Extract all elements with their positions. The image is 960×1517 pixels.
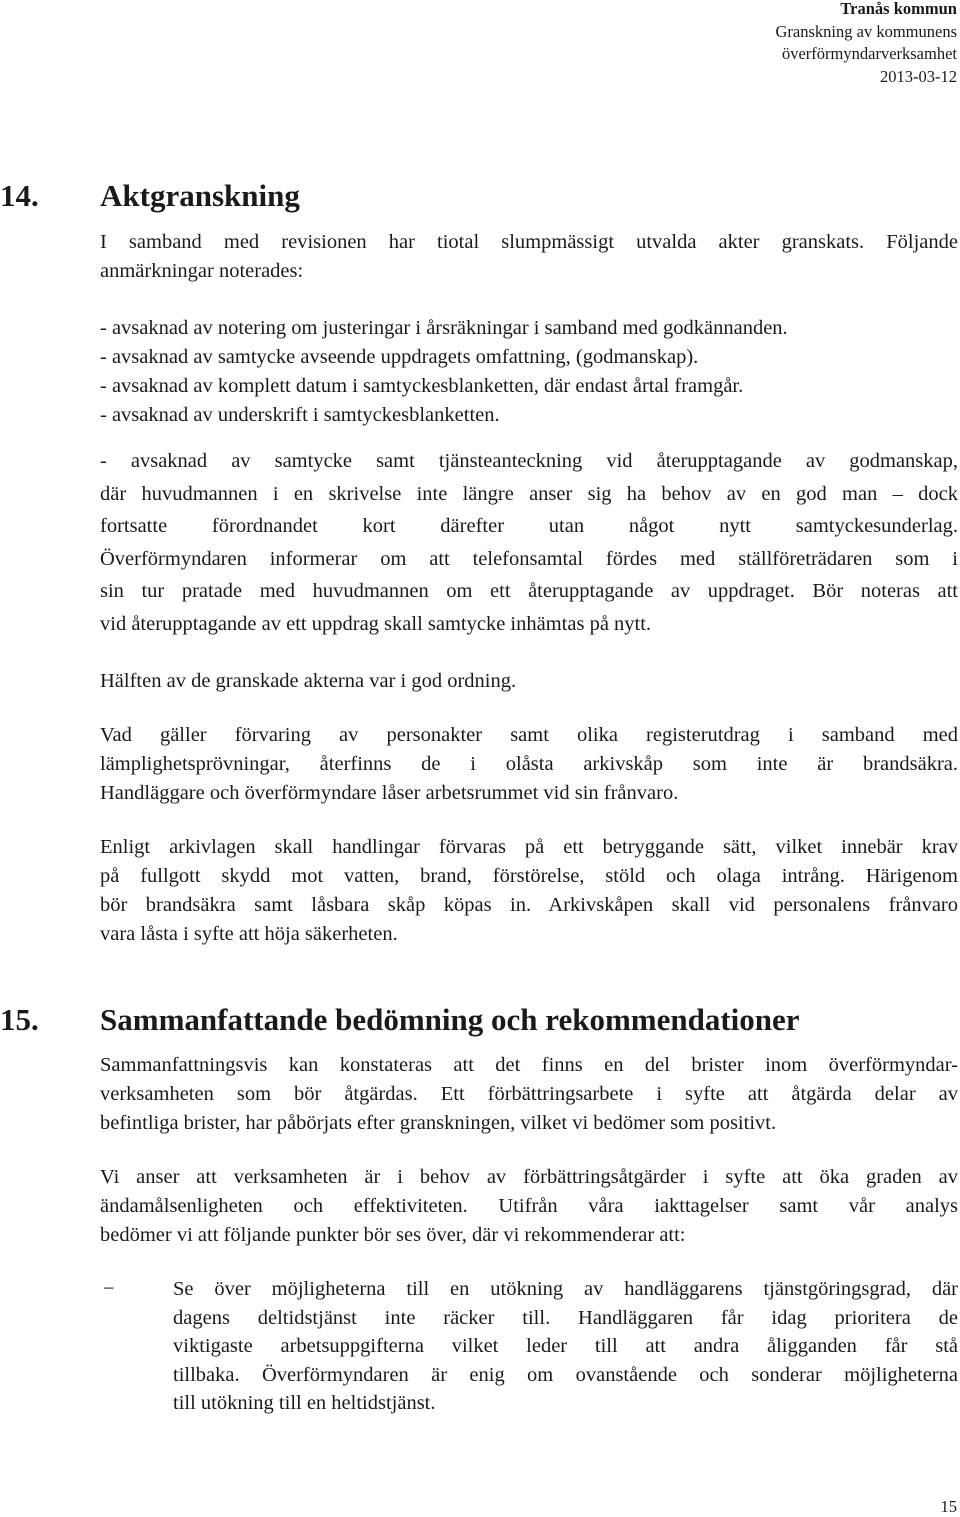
finding-line: där huvudmannen i en skrivelse inte längre anser sig ha behov av en god man – dock [100, 482, 958, 505]
header-date: 2013-03-12 [880, 66, 957, 86]
paragraph-line: Handläggare och överförmyndare låser arbetsrummet vid sin frånvaro. [100, 782, 679, 804]
paragraph-storage [100, 721, 958, 808]
bullet-line: Se över möjligheterna till en utökning av handläggarens tjänstgöringsgrad, där [173, 1278, 958, 1300]
finding-line: - avsaknad av samtycke samt tjänsteanteckning vid återupptagande av godmanskap, [100, 450, 958, 472]
bullet-line: tillbaka. Överförmyndaren är enig om ovanstående och sonderar möjligheterna [173, 1363, 958, 1386]
paragraph-line: bör brandsäkra samt låsbara skåp köpas in. Arkivskåpen skall vid personalens frånvaro [100, 894, 958, 916]
paragraph-line: Vad gäller förvaring av personakter samt olika registerutdrag i samband med [100, 724, 958, 746]
paragraph-summary [100, 1051, 958, 1138]
page-number: 15 [940, 1497, 957, 1516]
bullet-line: dagens deltidstjänst inte räcker till. Handläggaren får idag prioritera de [173, 1306, 958, 1329]
finding-line: fortsatte förordnandet kort därefter utan något nytt samtyckesunderlag. [100, 515, 958, 537]
bullet-line: viktigaste arbetsuppgifterna vilket leder till att andra åligganden får stå [173, 1335, 958, 1357]
paragraph-line: Hälften av de granskade akterna var i god ordning. [100, 670, 517, 692]
paragraph-line: vara låsta i syfte att höja säkerheten. [100, 923, 398, 945]
finding-item: - avsaknad av underskrift i samtyckesblanketten. [100, 404, 500, 426]
paragraph-line: Sammanfattningsvis kan konstateras att det finns en del brister inom överförmyndar- [100, 1054, 958, 1076]
intro-line: anmärkningar noterades: [100, 260, 304, 282]
finding-item: - avsaknad av samtycke avseende uppdragets omfattning, (godmanskap). [100, 346, 699, 368]
section-15-number: 15. [0, 1002, 39, 1037]
page-header [776, 0, 957, 88]
header-organization: Tranås kommun [840, 0, 957, 18]
section-15-title: Sammanfattande bedömning och rekommendationer [100, 1002, 800, 1037]
finding-line: Överförmyndaren informerar om att telefonsamtal fördes med ställföreträdaren som i [100, 547, 958, 570]
recommendation-bullet [173, 1275, 958, 1418]
intro-line: I samband med revisionen har tiotal slumpmässigt utvalda akter granskats. Följande [100, 231, 958, 253]
finding-item-long [100, 445, 958, 640]
paragraph-line: Enligt arkivlagen skall handlingar förvaras på ett betryggande sätt, vilket innebär krav [100, 836, 958, 858]
header-title-line-2: överförmyndarverksamhet [781, 44, 957, 63]
paragraph-need [100, 1163, 958, 1250]
section-14-number: 14. [0, 178, 39, 213]
paragraph-line: Vi anser att verksamheten är i behov av förbättringsåtgärder i syfte att öka graden av [100, 1166, 958, 1188]
finding-item: - avsaknad av notering om justeringar i årsräkningar i samband med godkännanden. [100, 317, 788, 339]
finding-line: sin tur pratade med huvudmannen om ett återupptagande av uppdraget. Bör noteras att [100, 580, 958, 602]
finding-line: vid återupptagande av ett uppdrag skall samtycke inhämtas på nytt. [100, 612, 652, 635]
paragraph-line: ändamålsenligheten och effektiviteten. Utifrån våra iakttagelser samt vår analys [100, 1195, 958, 1217]
paragraph-line: befintliga brister, har påbörjats efter granskningen, vilket vi bedömer som positivt. [100, 1112, 777, 1134]
paragraph-half-in-order [100, 667, 958, 696]
finding-item: - avsaknad av komplett datum i samtyckesblanketten, där endast årtal framgår. [100, 375, 744, 397]
section-14-title: Aktgranskning [100, 178, 300, 213]
findings-list [100, 314, 958, 430]
paragraph-line: på fullgott skydd mot vatten, brand, förstörelse, stöld och olaga intrång. Härigenom [100, 865, 958, 887]
header-title-line-1: Granskning av kommunens [775, 21, 957, 41]
paragraph-archive-law [100, 833, 958, 949]
bullet-marker: − [103, 1278, 115, 1300]
section-14-intro [100, 228, 958, 286]
paragraph-line: verksamheten som bör åtgärdas. Ett förbättringsarbete i syfte att åtgärda delar av [100, 1083, 958, 1105]
paragraph-line: lämplighetsprövningar, återfinns de i olåsta arkivskåp som inte är brandsäkra. [100, 753, 958, 775]
bullet-line: till utökning till en heltidstjänst. [173, 1392, 436, 1414]
paragraph-line: bedömer vi att följande punkter bör ses över, där vi rekommenderar att: [100, 1224, 686, 1246]
